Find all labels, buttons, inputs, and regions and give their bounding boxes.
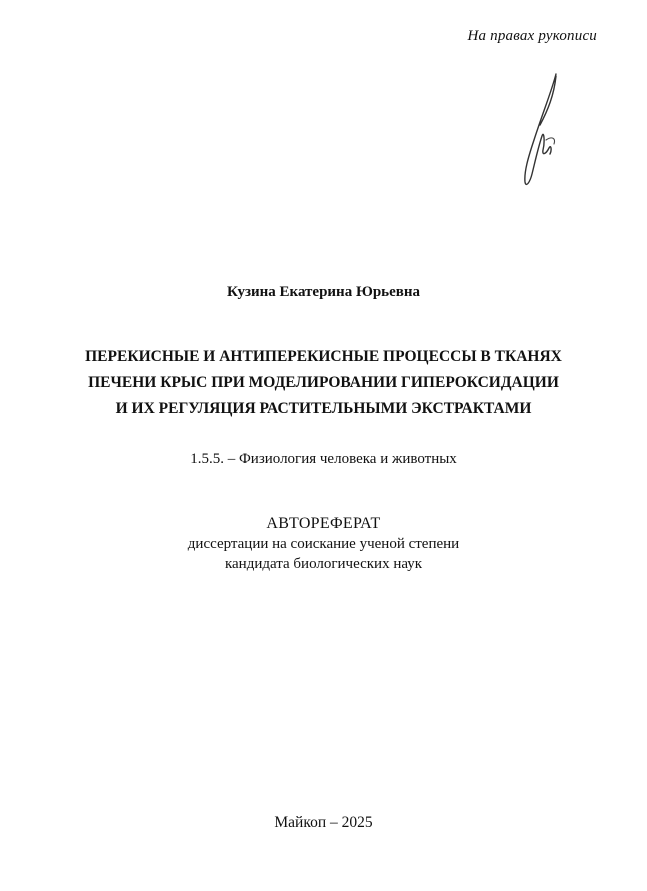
title-line: И ИХ РЕГУЛЯЦИЯ РАСТИТЕЛЬНЫМИ ЭКСТРАКТАМИ — [115, 400, 532, 417]
signature-icon — [512, 70, 572, 195]
dissertation-title — [40, 344, 607, 422]
title-line: ПЕЧЕНИ КРЫС ПРИ МОДЕЛИРОВАНИИ ГИПЕРОКСИДАЦИИ — [88, 374, 559, 391]
specialty-code: 1.5.5. – Физиология человека и животных — [190, 451, 457, 467]
abstract-line: кандидата биологических наук — [224, 556, 423, 572]
author-name: Кузина Екатерина Юрьевна — [226, 284, 421, 300]
title-line: ПЕРЕКИСНЫЕ И АНТИПЕРЕКИСНЫЕ ПРОЦЕССЫ В ТКАНЯХ — [85, 348, 562, 365]
abstract-block — [0, 514, 647, 574]
abstract-line: диссертации на соискание ученой степени — [187, 536, 460, 552]
abstract-label: АВТОРЕФЕРАТ — [266, 515, 381, 532]
rights-note: На правах рукописи — [467, 28, 597, 44]
city-year: Майкоп – 2025 — [274, 814, 373, 831]
